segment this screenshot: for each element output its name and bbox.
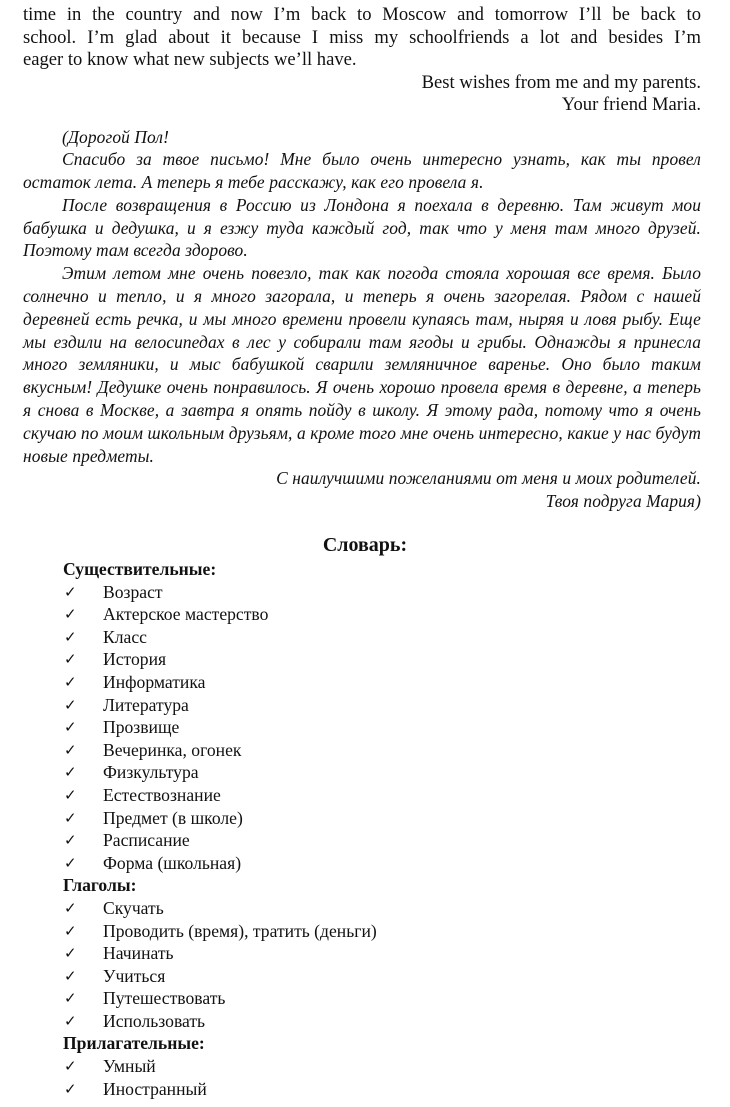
russian-translation [23, 126, 701, 514]
vocabulary-group-nouns [23, 558, 701, 874]
check-icon: ✓ [64, 1079, 77, 1098]
english-closing: Best wishes from me and my parents. [421, 71, 701, 93]
vocabulary-item [23, 603, 701, 626]
check-icon: ✓ [64, 740, 77, 759]
vocabulary-item [23, 581, 701, 604]
check-icon: ✓ [64, 718, 77, 737]
vocabulary-item [23, 1078, 701, 1101]
vocabulary-list [23, 897, 701, 1033]
vocabulary-word: Литература [103, 694, 189, 715]
vocabulary-word: Скучать [103, 897, 164, 918]
vocabulary-word: Умный [103, 1056, 156, 1077]
check-icon: ✓ [64, 672, 77, 691]
vocabulary-word: Использовать [103, 1010, 206, 1031]
vocabulary-item [23, 829, 701, 852]
check-icon: ✓ [64, 831, 77, 850]
check-icon: ✓ [64, 1011, 77, 1030]
vocabulary-item [23, 942, 701, 965]
vocabulary-word: Физкультура [103, 762, 199, 783]
russian-closing: С наилучшими пожеланиями от меня и моих родителей. [276, 468, 701, 489]
vocabulary-group-verbs [23, 874, 701, 1032]
vocabulary-word: Начинать [103, 943, 174, 964]
english-line: eager to know what new subjects we’ll have. [23, 49, 357, 70]
vocabulary-group-title: Существительные: [63, 559, 217, 579]
vocabulary-item [23, 807, 701, 830]
vocabulary-item [23, 739, 701, 762]
check-icon: ✓ [64, 944, 77, 963]
check-icon: ✓ [64, 785, 77, 804]
vocabulary-item [23, 761, 701, 784]
english-letter-ending [23, 4, 701, 117]
english-line: school. I’m glad about it because I miss my schoolfriends a lot and besides I’m [23, 26, 701, 48]
vocabulary-word: Проводить (время), тратить (деньги) [103, 920, 377, 941]
russian-paragraph: Спасибо за твое письмо! Мне было очень интересно узнать, как ты провел остаток лета. А теперь я тебе расскажу, как его провела я. [23, 149, 701, 193]
vocabulary-group-title: Глаголы: [63, 875, 137, 896]
vocabulary-word: Предмет (в школе) [103, 807, 243, 828]
check-icon: ✓ [64, 853, 77, 872]
check-icon: ✓ [64, 650, 77, 669]
vocabulary-item [23, 784, 701, 807]
vocabulary-word: Прозвище [103, 717, 180, 738]
vocabulary-word: Актерское мастерство [103, 604, 269, 625]
vocabulary-word: Возраст [103, 581, 163, 602]
vocabulary-title: Словарь: [322, 534, 408, 556]
vocabulary-word: История [103, 649, 167, 670]
check-icon: ✓ [64, 898, 77, 917]
vocabulary-group-adjectives [23, 1032, 701, 1100]
russian-paragraph: После возвращения в Россию из Лондона я поехала в деревню. Там живут мои бабушка и дедушка, и я езжу туда каждый год, так что у меня там много друзей. Поэтому там всегда здорово. [23, 194, 701, 261]
vocabulary-word: Класс [103, 626, 147, 647]
vocabulary-word: Информатика [103, 671, 206, 692]
vocabulary-item [23, 852, 701, 875]
check-icon: ✓ [64, 989, 77, 1008]
vocabulary-item [23, 897, 701, 920]
vocabulary-word: Расписание [103, 830, 190, 851]
vocabulary-item [23, 671, 701, 694]
vocabulary-word: Форма (школьная) [103, 852, 242, 873]
vocabulary-word: Иностранный [103, 1078, 207, 1099]
check-icon: ✓ [64, 627, 77, 646]
russian-greeting: (Дорогой Пол! [62, 126, 169, 147]
document-page [23, 4, 701, 1099]
russian-signature: Твоя подруга Мария) [545, 491, 701, 512]
vocabulary-item [23, 716, 701, 739]
vocabulary-item [23, 694, 701, 717]
check-icon: ✓ [64, 763, 77, 782]
vocabulary-word: Естествознание [103, 784, 221, 805]
check-icon: ✓ [64, 605, 77, 624]
vocabulary-item [23, 920, 701, 943]
vocabulary-item [23, 1055, 701, 1078]
check-icon: ✓ [64, 808, 77, 827]
check-icon: ✓ [64, 966, 77, 985]
vocabulary-group-title: Прилагательные: [63, 1033, 205, 1054]
vocabulary-item [23, 965, 701, 988]
vocabulary-word: Вечеринка, огонек [103, 739, 242, 760]
vocabulary-item [23, 626, 701, 649]
check-icon: ✓ [64, 921, 77, 940]
check-icon: ✓ [64, 695, 77, 714]
vocabulary-list [23, 581, 701, 875]
english-line: time in the country and now I’m back to Moscow and tomorrow I’ll be back to [23, 4, 701, 25]
vocabulary-section [23, 532, 701, 1100]
check-icon: ✓ [64, 1057, 77, 1076]
vocabulary-item [23, 987, 701, 1010]
vocabulary-word: Учиться [103, 965, 166, 986]
check-icon: ✓ [64, 582, 77, 601]
vocabulary-word: Путешествовать [103, 988, 226, 1009]
english-signature: Your friend Maria. [561, 94, 701, 115]
vocabulary-item [23, 1010, 701, 1033]
vocabulary-item [23, 648, 701, 671]
russian-paragraph: Этим летом мне очень повезло, так как погода стояла хорошая все время. Было солнечно и тепло, и я много загорала, и теперь я очень загорелая. Рядом с нашей деревней есть речка, и мы много времени провели купаясь там, ныряя и ловя рыбу. Еще мы ездили на велосипедах в лес у собирали там ягоды и грибы. Однажды я принесла много земляники, и мыс бабушкой сварили земляничное варенье. Оно было таким вкусным! Дедушке очень понравилось. Я очень хорошо провела время в деревне, а теперь я снова в Москве, а завтра я опять пойду в школу. Я этому рада, потому что я очень скучаю по моим школьным друзьям, а кроме того мне очень интересно, какие у нас будут новые предметы. [23, 263, 701, 466]
vocabulary-list [23, 1055, 701, 1100]
